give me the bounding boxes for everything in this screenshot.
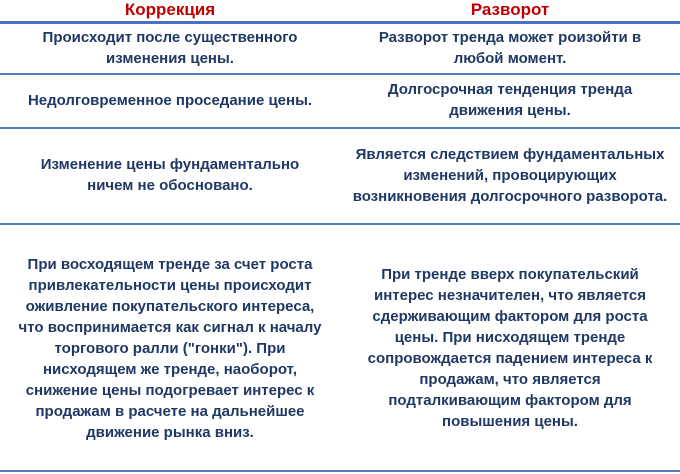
row-3-reversal: Является следствием фундаментальных изменений, провоцирующих возникновения долгосрочного разворота. xyxy=(352,145,668,205)
table-row-2 xyxy=(0,76,680,124)
table-row-1 xyxy=(0,24,680,72)
row-divider-1 xyxy=(0,73,680,75)
row-1-correction: Происходит после существенного изменения цены. xyxy=(42,29,298,67)
table-header-row xyxy=(0,0,680,22)
row-3-correction: Изменение цены фундаментально ничем не обосновано. xyxy=(40,156,300,194)
row-2-reversal: Долгосрочная тенденция тренда движения цены. xyxy=(387,81,633,119)
header-reversal: Разворот xyxy=(470,0,550,19)
row-2-correction: Недолговременное проседание цены. xyxy=(27,91,313,109)
header-correction: Коррекция xyxy=(124,0,216,19)
table-row-4 xyxy=(0,227,680,469)
row-4-correction: При восходящем тренде за счет роста привлекательности цены происходит оживление покупательского интереса, что воспринимается как сигнал к началу торгового ралли ("гонки"). При нисходящем же тренде, наоборот, снижение цены подогревает интерес к продажам в расчете на дальнейшее движение рынка вниз. xyxy=(18,255,322,441)
table-row-3 xyxy=(0,130,680,220)
row-1-reversal: Разворот тренда может роизойти в любой момент. xyxy=(378,29,642,67)
row-divider-4 xyxy=(0,470,680,472)
row-divider-3 xyxy=(0,223,680,225)
row-4-reversal: При тренде вверх покупательский интерес незначителен, что является сдерживающим фактором для роста цены. При нисходящем тренде сопровождается падением интереса к продажам, что является подталкивающим фактором для повышения цены. xyxy=(367,266,653,430)
row-divider-2 xyxy=(0,127,680,129)
